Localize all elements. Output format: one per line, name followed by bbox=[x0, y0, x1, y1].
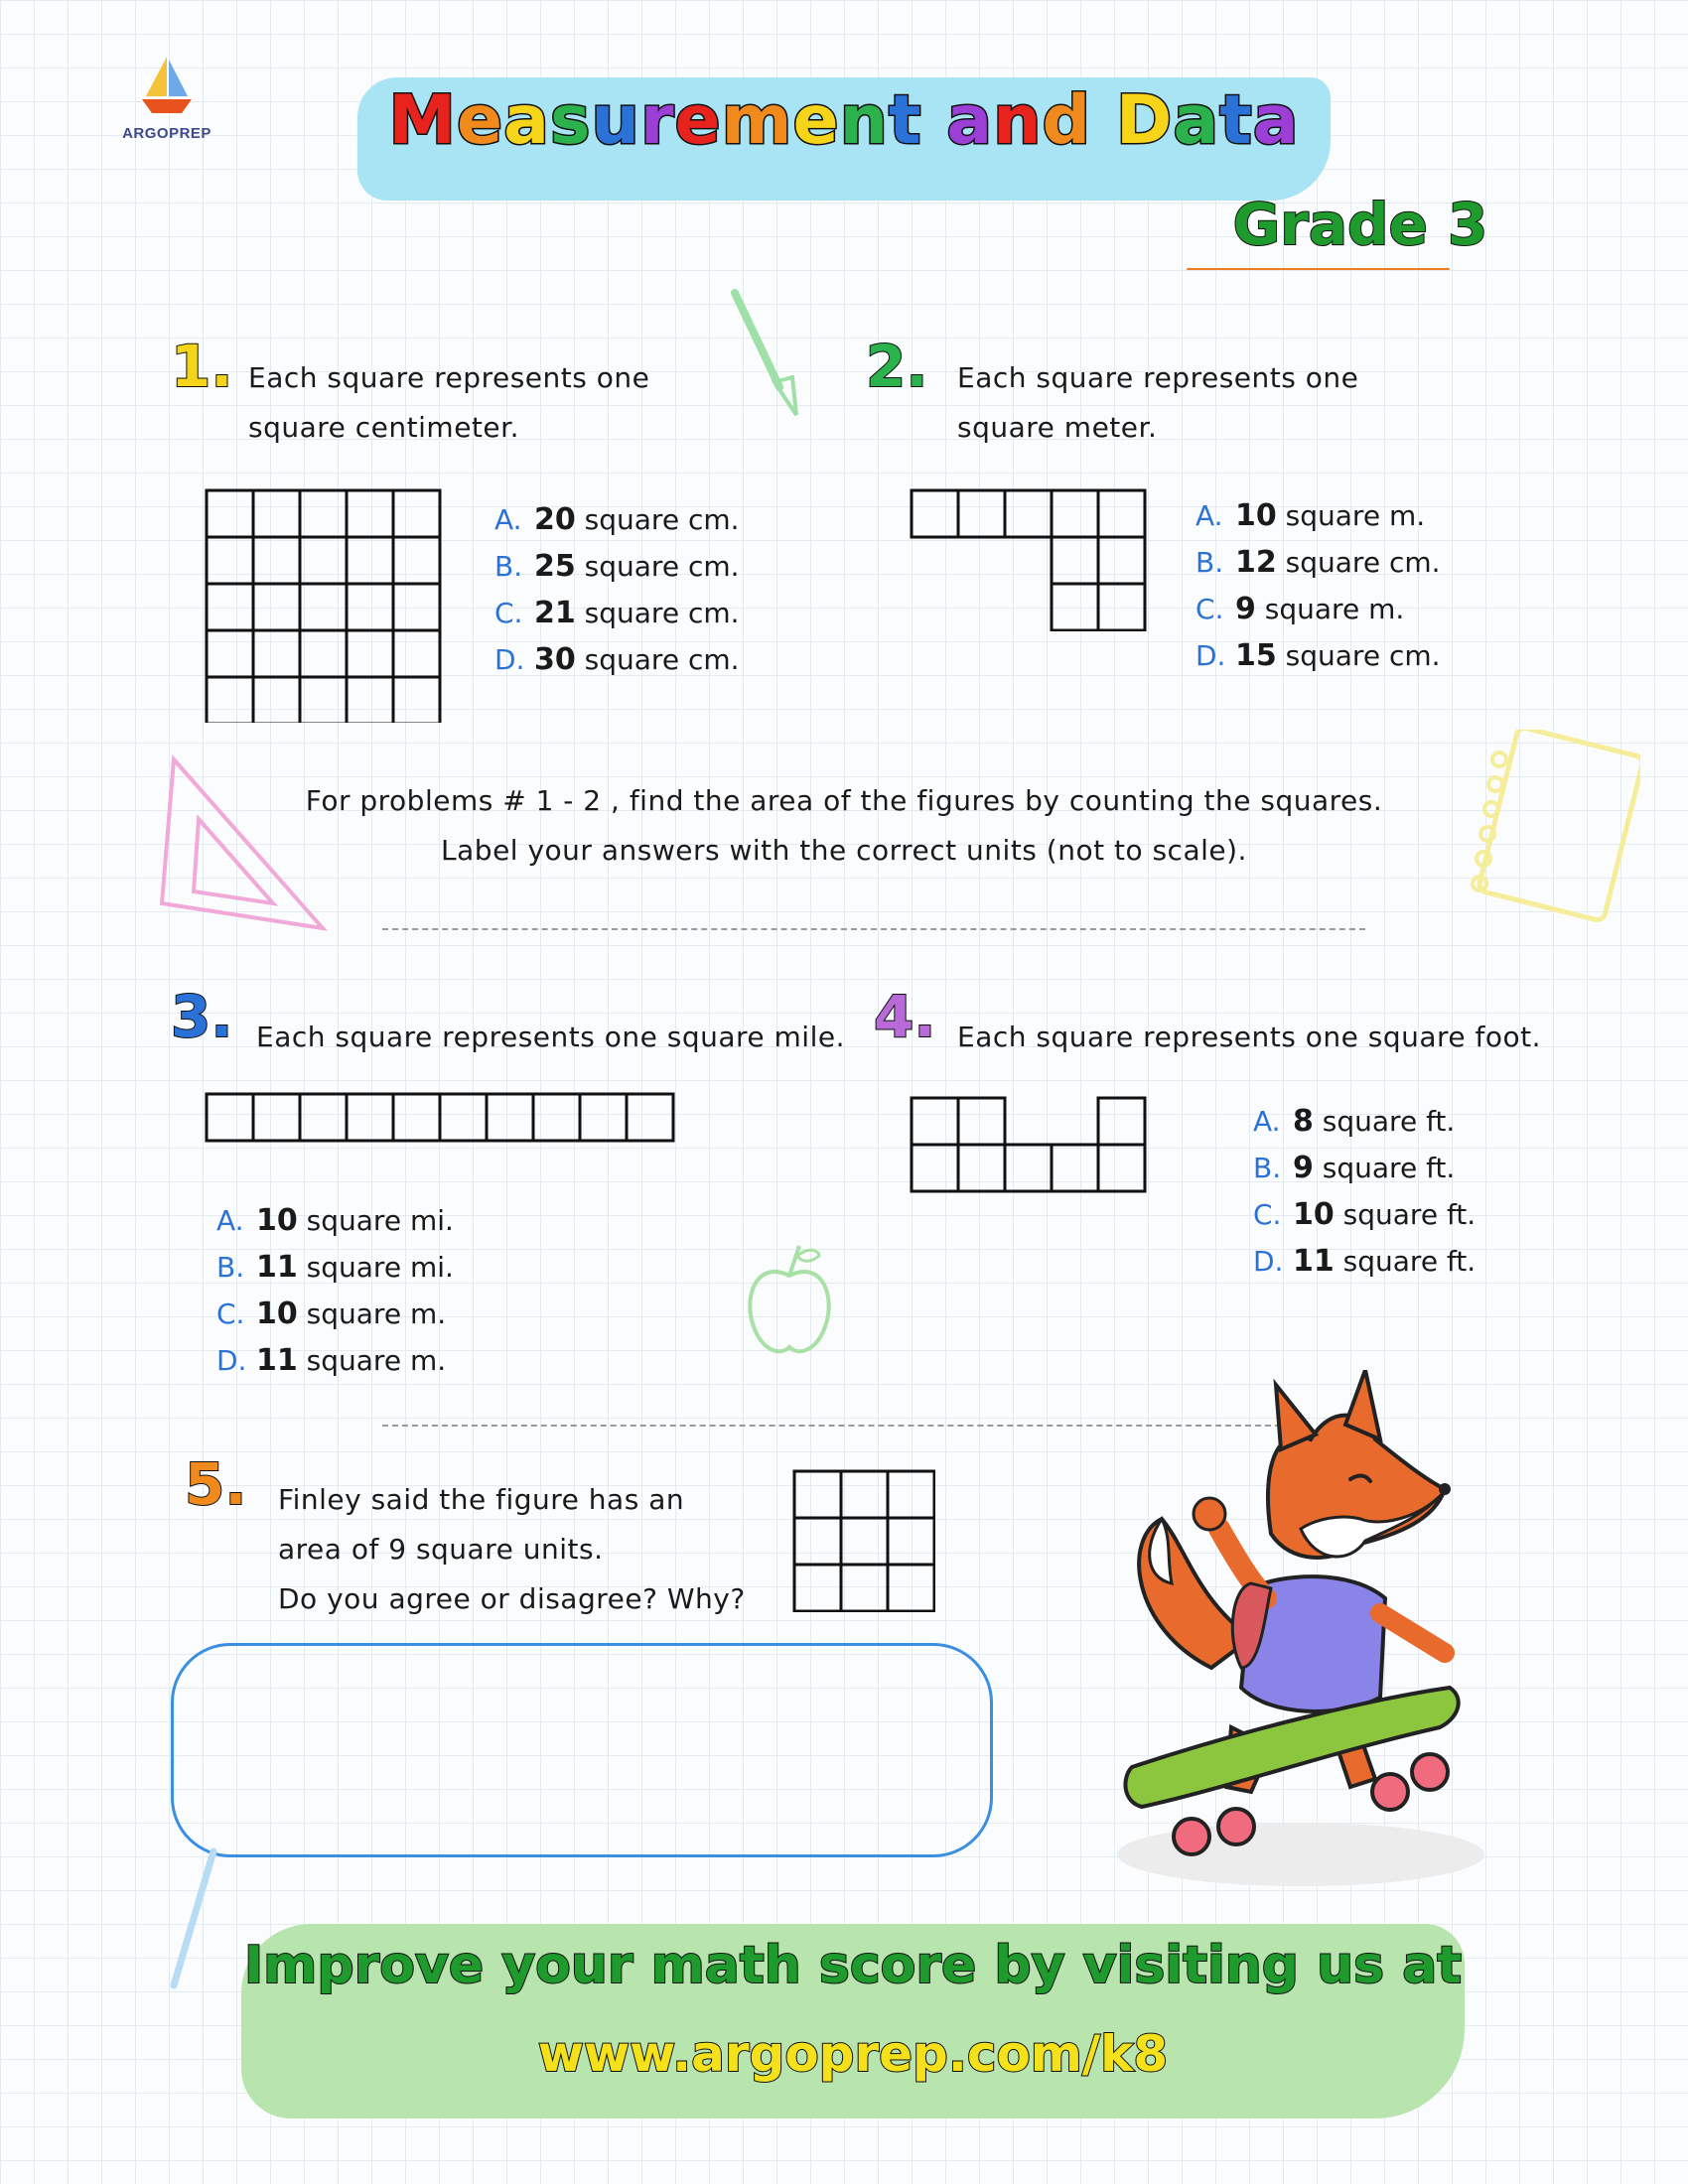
option-unit: square cm. bbox=[1276, 639, 1441, 672]
option-letter: B. bbox=[216, 1251, 245, 1284]
title-letter: M bbox=[388, 81, 458, 160]
grid-square bbox=[253, 584, 300, 630]
title-letter: r bbox=[639, 81, 675, 160]
logo-text: ARGOPREP bbox=[122, 125, 211, 142]
title-letter: s bbox=[550, 81, 592, 160]
grid-square bbox=[912, 1145, 958, 1191]
question-2-text-line1: Each square represents one bbox=[957, 361, 1359, 394]
option-unit: square ft. bbox=[1313, 1152, 1456, 1184]
question-5-text bbox=[278, 1475, 746, 1624]
grid-square bbox=[300, 677, 347, 723]
grid-square bbox=[300, 584, 347, 630]
option-value: 9 bbox=[1235, 592, 1256, 626]
option-unit: square ft. bbox=[1334, 1198, 1477, 1231]
question-1-text-line1: Each square represents one bbox=[248, 361, 650, 394]
grid-square bbox=[1052, 584, 1098, 630]
q2-option-d[interactable] bbox=[1196, 632, 1441, 679]
grid-square bbox=[300, 1094, 347, 1141]
option-letter: C. bbox=[494, 597, 523, 629]
pencil-icon bbox=[159, 1846, 228, 1995]
grid-square bbox=[1098, 537, 1145, 584]
grade-label: Grade 3 bbox=[1232, 191, 1488, 258]
fox-skateboard-illustration bbox=[1102, 1370, 1499, 1896]
option-unit: square cm. bbox=[575, 503, 740, 536]
question-3-text: Each square represents one square mile. bbox=[256, 1021, 845, 1053]
grid-square bbox=[393, 1094, 440, 1141]
grid-square bbox=[347, 677, 393, 723]
grid-square bbox=[347, 584, 393, 630]
grid-square bbox=[253, 490, 300, 537]
apple-icon bbox=[740, 1236, 839, 1365]
grid-square bbox=[253, 1094, 300, 1141]
grid-square bbox=[888, 1518, 934, 1565]
title-letter: n bbox=[993, 81, 1043, 160]
option-value: 11 bbox=[256, 1250, 298, 1285]
grid-square bbox=[347, 490, 393, 537]
option-value: 11 bbox=[1293, 1244, 1335, 1279]
instructions-line1: For problems # 1 - 2 , find the area of the figures by counting the squares. bbox=[305, 784, 1383, 817]
title-letter: d bbox=[1042, 81, 1092, 160]
grid-square bbox=[487, 1094, 533, 1141]
grid-square bbox=[794, 1565, 841, 1611]
grid-square bbox=[1052, 537, 1098, 584]
title-letter bbox=[1091, 81, 1116, 160]
q4-option-a[interactable] bbox=[1253, 1098, 1476, 1145]
q3-option-d[interactable] bbox=[216, 1337, 454, 1384]
question-5-figure bbox=[792, 1469, 935, 1612]
grid-square bbox=[958, 1145, 1005, 1191]
sailboat-logo-icon bbox=[132, 52, 202, 121]
grid-square bbox=[253, 537, 300, 584]
option-letter: D. bbox=[1253, 1245, 1284, 1278]
option-unit: square m. bbox=[1276, 499, 1426, 532]
option-unit: square m. bbox=[297, 1297, 447, 1330]
argoprep-logo bbox=[107, 52, 226, 161]
grid-square bbox=[1052, 1145, 1098, 1191]
option-letter: A. bbox=[216, 1204, 244, 1237]
grid-square bbox=[393, 537, 440, 584]
q1-option-b[interactable] bbox=[494, 543, 740, 590]
option-value: 10 bbox=[1293, 1197, 1335, 1232]
option-letter: D. bbox=[494, 643, 525, 676]
grid-square bbox=[253, 630, 300, 677]
option-letter: C. bbox=[1196, 593, 1224, 625]
grid-square bbox=[347, 1094, 393, 1141]
option-letter: C. bbox=[1253, 1198, 1282, 1231]
grid-square bbox=[300, 490, 347, 537]
grid-square bbox=[912, 1098, 958, 1145]
option-value: 12 bbox=[1235, 545, 1277, 580]
q4-option-c[interactable] bbox=[1253, 1191, 1476, 1238]
title-letter: a bbox=[1173, 81, 1220, 160]
option-unit: square mi. bbox=[297, 1204, 454, 1237]
instructions bbox=[238, 776, 1450, 876]
grid-square bbox=[300, 537, 347, 584]
option-unit: square m. bbox=[1255, 593, 1405, 625]
grid-square bbox=[207, 677, 253, 723]
option-letter: D. bbox=[1196, 639, 1226, 672]
grid-square bbox=[533, 1094, 580, 1141]
notepad-icon bbox=[1452, 730, 1640, 938]
grid-square bbox=[958, 1098, 1005, 1145]
title-letter: e bbox=[674, 81, 722, 160]
grid-square bbox=[1052, 490, 1098, 537]
grid-square bbox=[888, 1565, 934, 1611]
grid-square bbox=[207, 584, 253, 630]
grid-square bbox=[627, 1094, 673, 1141]
title-letter: m bbox=[721, 81, 793, 160]
question-2-options bbox=[1196, 492, 1441, 679]
question-1-options bbox=[494, 496, 740, 683]
grid-square bbox=[841, 1518, 888, 1565]
grid-square bbox=[958, 490, 1005, 537]
option-value: 25 bbox=[534, 549, 576, 584]
grid-square bbox=[1098, 490, 1145, 537]
title-letter: a bbox=[946, 81, 994, 160]
question-4-figure bbox=[910, 1096, 1148, 1193]
paintbrush-icon bbox=[725, 288, 804, 427]
title-letter: D bbox=[1115, 81, 1174, 160]
option-value: 30 bbox=[534, 642, 576, 677]
grid-square bbox=[912, 490, 958, 537]
answer-input-box[interactable] bbox=[171, 1643, 993, 1857]
grid-square bbox=[207, 537, 253, 584]
question-4-options bbox=[1253, 1098, 1476, 1285]
title-letter: t bbox=[889, 81, 922, 160]
question-1-figure bbox=[205, 488, 443, 723]
option-letter: D. bbox=[216, 1344, 247, 1377]
title-letter bbox=[922, 81, 947, 160]
grid-square bbox=[841, 1565, 888, 1611]
question-5-number: 5. bbox=[185, 1450, 247, 1518]
option-letter: B. bbox=[1253, 1152, 1282, 1184]
question-1-number: 1. bbox=[171, 333, 233, 400]
option-letter: C. bbox=[216, 1297, 245, 1330]
option-value: 9 bbox=[1293, 1151, 1314, 1185]
option-value: 20 bbox=[534, 502, 576, 537]
grid-square bbox=[1005, 490, 1052, 537]
grid-square bbox=[580, 1094, 627, 1141]
option-unit: square ft. bbox=[1313, 1105, 1456, 1138]
title-letter: t bbox=[1219, 81, 1253, 160]
q4-option-b[interactable] bbox=[1253, 1145, 1476, 1191]
q1-option-a[interactable] bbox=[494, 496, 740, 543]
title-letter: a bbox=[503, 81, 551, 160]
question-3-options bbox=[216, 1197, 454, 1384]
grid-square bbox=[207, 490, 253, 537]
q2-option-b[interactable] bbox=[1196, 539, 1441, 586]
option-letter: A. bbox=[1196, 499, 1223, 532]
grid-square bbox=[1098, 1145, 1145, 1191]
question-4-number: 4. bbox=[874, 983, 936, 1050]
question-3-figure bbox=[205, 1092, 681, 1144]
question-5-text-line3: Do you agree or disagree? Why? bbox=[278, 1582, 746, 1615]
grid-square bbox=[841, 1471, 888, 1518]
option-value: 8 bbox=[1293, 1104, 1314, 1139]
grid-square bbox=[393, 584, 440, 630]
grid-square bbox=[300, 630, 347, 677]
option-letter: A. bbox=[1253, 1105, 1281, 1138]
option-unit: square cm. bbox=[575, 550, 740, 583]
question-2-number: 2. bbox=[866, 333, 928, 400]
title-letter: e bbox=[792, 81, 840, 160]
option-unit: square cm. bbox=[1276, 546, 1441, 579]
grid-square bbox=[1098, 1098, 1145, 1145]
q2-option-a[interactable] bbox=[1196, 492, 1441, 539]
option-value: 10 bbox=[256, 1203, 298, 1238]
q2-option-c[interactable] bbox=[1196, 586, 1441, 632]
question-5-text-line2: area of 9 square units. bbox=[278, 1533, 604, 1566]
title-letter: n bbox=[839, 81, 890, 160]
page-title bbox=[357, 81, 1331, 160]
q1-option-c[interactable] bbox=[494, 590, 740, 636]
option-unit: square cm. bbox=[575, 643, 740, 676]
option-unit: square cm. bbox=[575, 597, 740, 629]
grid-square bbox=[794, 1518, 841, 1565]
grid-square bbox=[393, 490, 440, 537]
option-value: 21 bbox=[534, 596, 576, 630]
grid-square bbox=[253, 677, 300, 723]
title-letter: a bbox=[1252, 81, 1300, 160]
option-value: 11 bbox=[256, 1343, 298, 1378]
q3-option-c[interactable] bbox=[216, 1291, 454, 1337]
grade-underline bbox=[1187, 268, 1450, 270]
question-2-text bbox=[957, 353, 1358, 453]
section-divider-1 bbox=[382, 928, 1365, 930]
option-unit: square mi. bbox=[297, 1251, 454, 1284]
grid-square bbox=[393, 677, 440, 723]
option-value: 10 bbox=[1235, 498, 1277, 533]
grid-square bbox=[794, 1471, 841, 1518]
grid-square bbox=[440, 1094, 487, 1141]
question-3-number: 3. bbox=[171, 983, 233, 1050]
instructions-line2: Label your answers with the correct units (not to scale). bbox=[441, 834, 1247, 867]
title-letter: e bbox=[457, 81, 504, 160]
grid-square bbox=[347, 630, 393, 677]
grid-square bbox=[888, 1471, 934, 1518]
option-value: 15 bbox=[1235, 638, 1277, 673]
grid-square bbox=[393, 630, 440, 677]
grid-square bbox=[1098, 584, 1145, 630]
option-letter: B. bbox=[494, 550, 523, 583]
question-1-text bbox=[248, 353, 649, 453]
option-letter: B. bbox=[1196, 546, 1224, 579]
grid-square bbox=[207, 1094, 253, 1141]
question-5-text-line1: Finley said the figure has an bbox=[278, 1483, 685, 1516]
option-unit: square m. bbox=[297, 1344, 447, 1377]
option-value: 10 bbox=[256, 1297, 298, 1331]
question-4-text: Each square represents one square foot. bbox=[957, 1021, 1542, 1053]
q3-option-a[interactable] bbox=[216, 1197, 454, 1244]
question-1-text-line2: square centimeter. bbox=[248, 411, 519, 444]
q3-option-b[interactable] bbox=[216, 1244, 454, 1291]
q4-option-d[interactable] bbox=[1253, 1238, 1476, 1285]
option-unit: square ft. bbox=[1334, 1245, 1477, 1278]
footer-tagline: Improve your math score by visiting us at bbox=[243, 1936, 1463, 1995]
footer-url-link[interactable]: www.argoprep.com/k8 bbox=[537, 2025, 1169, 2083]
q1-option-d[interactable] bbox=[494, 636, 740, 683]
question-2-figure bbox=[910, 488, 1148, 631]
option-letter: A. bbox=[494, 503, 522, 536]
grid-square bbox=[347, 537, 393, 584]
title-letter: u bbox=[591, 81, 640, 160]
question-2-text-line2: square meter. bbox=[957, 411, 1158, 444]
grid-square bbox=[1005, 1145, 1052, 1191]
grid-square bbox=[207, 630, 253, 677]
